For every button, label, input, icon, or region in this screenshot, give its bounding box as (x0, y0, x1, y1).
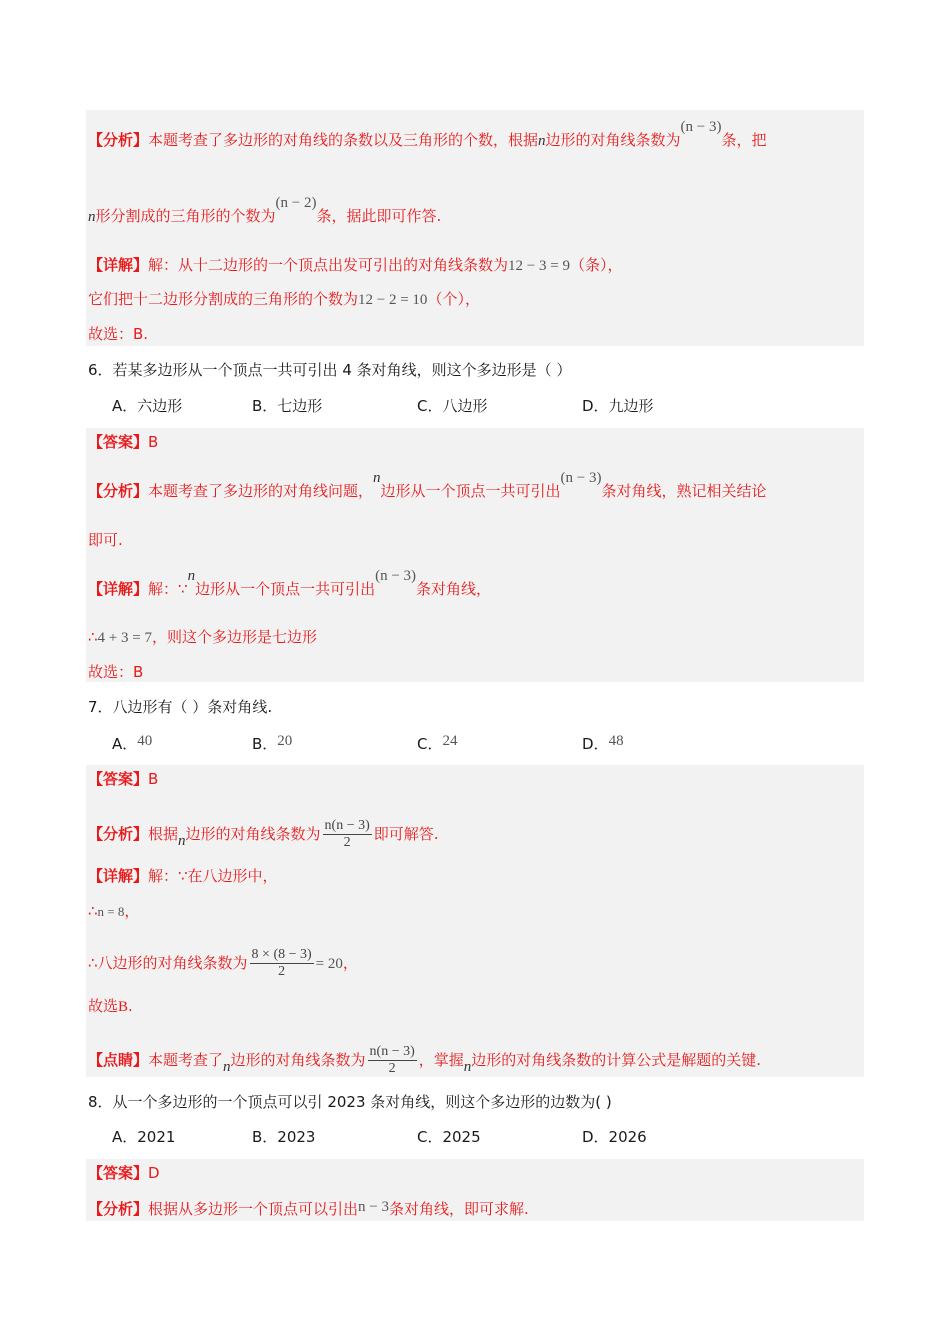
answer-value: D (148, 1164, 160, 1182)
q6-option-b[interactable]: B．七边形 (252, 397, 323, 415)
text: ， (342, 954, 358, 972)
answer-tag: 【答案】 (88, 1164, 149, 1182)
text: （条）， (569, 256, 623, 274)
text: 解：∵在八边形中， (148, 867, 278, 885)
q5-choice: 故选：B. (88, 325, 149, 343)
text: . (128, 997, 133, 1015)
q8-stem: 8．从一个多边形的一个顶点可以引 2023 条对角线，则这个多边形的边数为( ) (88, 1093, 612, 1111)
q5-analysis-line-1 (88, 119, 767, 151)
text: （个）， (427, 290, 480, 308)
answer-tag: 【答案】 (88, 433, 149, 451)
analysis-tag: 【分析】 (88, 1200, 149, 1218)
q7-choice (88, 996, 133, 1017)
text: 条对角线，即可求解. (389, 1200, 529, 1218)
analysis-tag: 【分析】 (88, 131, 149, 149)
q8-option-a[interactable]: A．2021 (112, 1128, 176, 1146)
q7-analysis (88, 818, 439, 851)
math-expr: (n − 2) (275, 195, 317, 211)
q5-detail-line-1 (88, 255, 622, 276)
choice-letter: B (118, 999, 129, 1015)
option-value: 48 (608, 733, 624, 749)
text: ∴八边形的对角线条数为 (88, 954, 248, 972)
text: 边形从一个顶点一共可引出 (195, 580, 376, 598)
fraction (323, 818, 372, 851)
text: ∴ (88, 902, 98, 920)
analysis-tag: 【分析】 (88, 482, 149, 500)
fraction-numerator: 8 × (8 − 3) (251, 947, 312, 962)
analysis-tag: 【分析】 (88, 825, 149, 843)
var-n: n (538, 133, 546, 149)
text: 边形的对角线条数为 (545, 131, 681, 149)
answer-tag: 【答案】 (88, 770, 149, 788)
option-value: 20 (277, 733, 293, 749)
q7-option-c[interactable] (417, 734, 457, 755)
q7-detail-line-2 (88, 901, 139, 922)
detail-tag: 【详解】 (88, 867, 149, 885)
fraction-denominator: 2 (388, 1061, 396, 1076)
q7-option-d[interactable] (582, 734, 624, 755)
text: 解：∵ (148, 580, 188, 598)
q7-option-a[interactable] (112, 734, 152, 755)
text: 边形的对角线条数为 (185, 825, 321, 843)
fraction-numerator: n(n − 3) (324, 818, 370, 833)
q7-option-b[interactable] (252, 734, 292, 755)
text: 故选 (88, 997, 119, 1015)
q7-solution-panel (86, 765, 864, 1077)
text: 本题考查了多边形的对角线的条数以及三角形的个数，根据 (148, 131, 539, 149)
q6-option-c[interactable]: C．八边形 (417, 397, 488, 415)
q6-analysis-line-1 (88, 470, 767, 502)
detail-tag: 【详解】 (88, 580, 149, 598)
option-value: 24 (442, 733, 458, 749)
math-expr: 12 − 3 = 9 (508, 258, 570, 274)
var-n: n (463, 1059, 472, 1075)
answer-value: B (148, 770, 159, 788)
q8-option-d[interactable]: D．2026 (582, 1128, 647, 1146)
text: 本题考查了多边形的对角线问题， (148, 482, 374, 500)
tip-tag: 【点睛】 (88, 1051, 149, 1069)
text: ， (124, 902, 140, 920)
q5-detail-line-2 (88, 289, 480, 310)
math-expr: (n − 3) (680, 119, 722, 135)
text: 条对角线，熟记相关结论 (601, 482, 767, 500)
math-expr: (n − 3) (560, 470, 602, 486)
text: 形分割成的三角形的个数为 (95, 207, 276, 225)
q7-stem: 7．八边形有（ ）条对角线. (88, 698, 273, 716)
q6-choice: 故选：B (88, 663, 144, 681)
q8-option-b[interactable]: B．2023 (252, 1128, 316, 1146)
detail-tag: 【详解】 (88, 256, 149, 274)
q8-analysis (88, 1199, 529, 1220)
q6-detail-line-2 (88, 627, 317, 648)
fraction-denominator: 2 (343, 835, 351, 850)
text: ，掌握 (418, 1051, 464, 1069)
option-value: 40 (137, 733, 153, 749)
var-n: n (187, 568, 196, 584)
math-expr: n − 3 (358, 1199, 389, 1215)
text: 边形从一个顶点一共可引出 (380, 482, 561, 500)
text: 即可解答. (373, 825, 439, 843)
answer-value: B (148, 433, 159, 451)
q6-stem: 6．若某多边形从一个顶点一共可引出 4 条对角线，则这个多边形是（ ） (88, 361, 572, 379)
option-label: A． (112, 735, 138, 753)
fraction (368, 1044, 417, 1077)
q7-tip (88, 1044, 761, 1077)
text: 它们把十二边形分割成的三角形的个数为 (88, 290, 359, 308)
var-n: n (88, 209, 96, 225)
math-expr: n = 8 (97, 904, 125, 919)
text: ，则这个多边形是七边形 (151, 628, 317, 646)
q8-answer (88, 1163, 160, 1183)
math-expr: = 20 (315, 956, 343, 972)
q7-detail-line-3 (88, 947, 358, 980)
text: 条对角线， (416, 580, 492, 598)
math-expr: 4 + 3 = 7 (97, 630, 152, 646)
text: 条，把 (721, 131, 767, 149)
text: 本题考查了 (148, 1051, 224, 1069)
text: 根据 (148, 825, 179, 843)
text: 解：从十二边形的一个顶点出发可引出的对角线条数为 (148, 256, 509, 274)
var-n: n (373, 470, 381, 486)
text: 条，据此即可作答. (316, 207, 442, 225)
var-n: n (178, 833, 186, 849)
q7-answer (88, 769, 158, 789)
q6-analysis-line-2: 即可. (88, 531, 123, 549)
q6-detail-line-1 (88, 568, 492, 600)
math-expr: 12 − 2 = 10 (358, 292, 428, 308)
text: 边形的对角线条数的计算公式是解题的关键. (471, 1051, 762, 1069)
q8-option-c[interactable]: C．2025 (417, 1128, 481, 1146)
q5-analysis-line-2 (88, 195, 442, 227)
q6-answer (88, 432, 158, 452)
fraction-numerator: n(n − 3) (369, 1044, 415, 1059)
option-label: D． (582, 735, 609, 753)
fraction-denominator: 2 (278, 964, 286, 979)
option-label: C． (417, 735, 443, 753)
q7-detail-line-1 (88, 866, 278, 886)
q6-option-d[interactable]: D．九边形 (582, 397, 654, 415)
fraction (250, 947, 314, 980)
var-n: n (223, 1059, 231, 1075)
q6-option-a[interactable]: A．六边形 (112, 397, 183, 415)
text: 边形的对角线条数为 (230, 1051, 366, 1069)
option-label: B． (252, 735, 278, 753)
math-expr: (n − 3) (375, 568, 417, 584)
text: 根据从多边形一个顶点可以引出 (148, 1200, 359, 1218)
text: ∴ (88, 628, 98, 646)
